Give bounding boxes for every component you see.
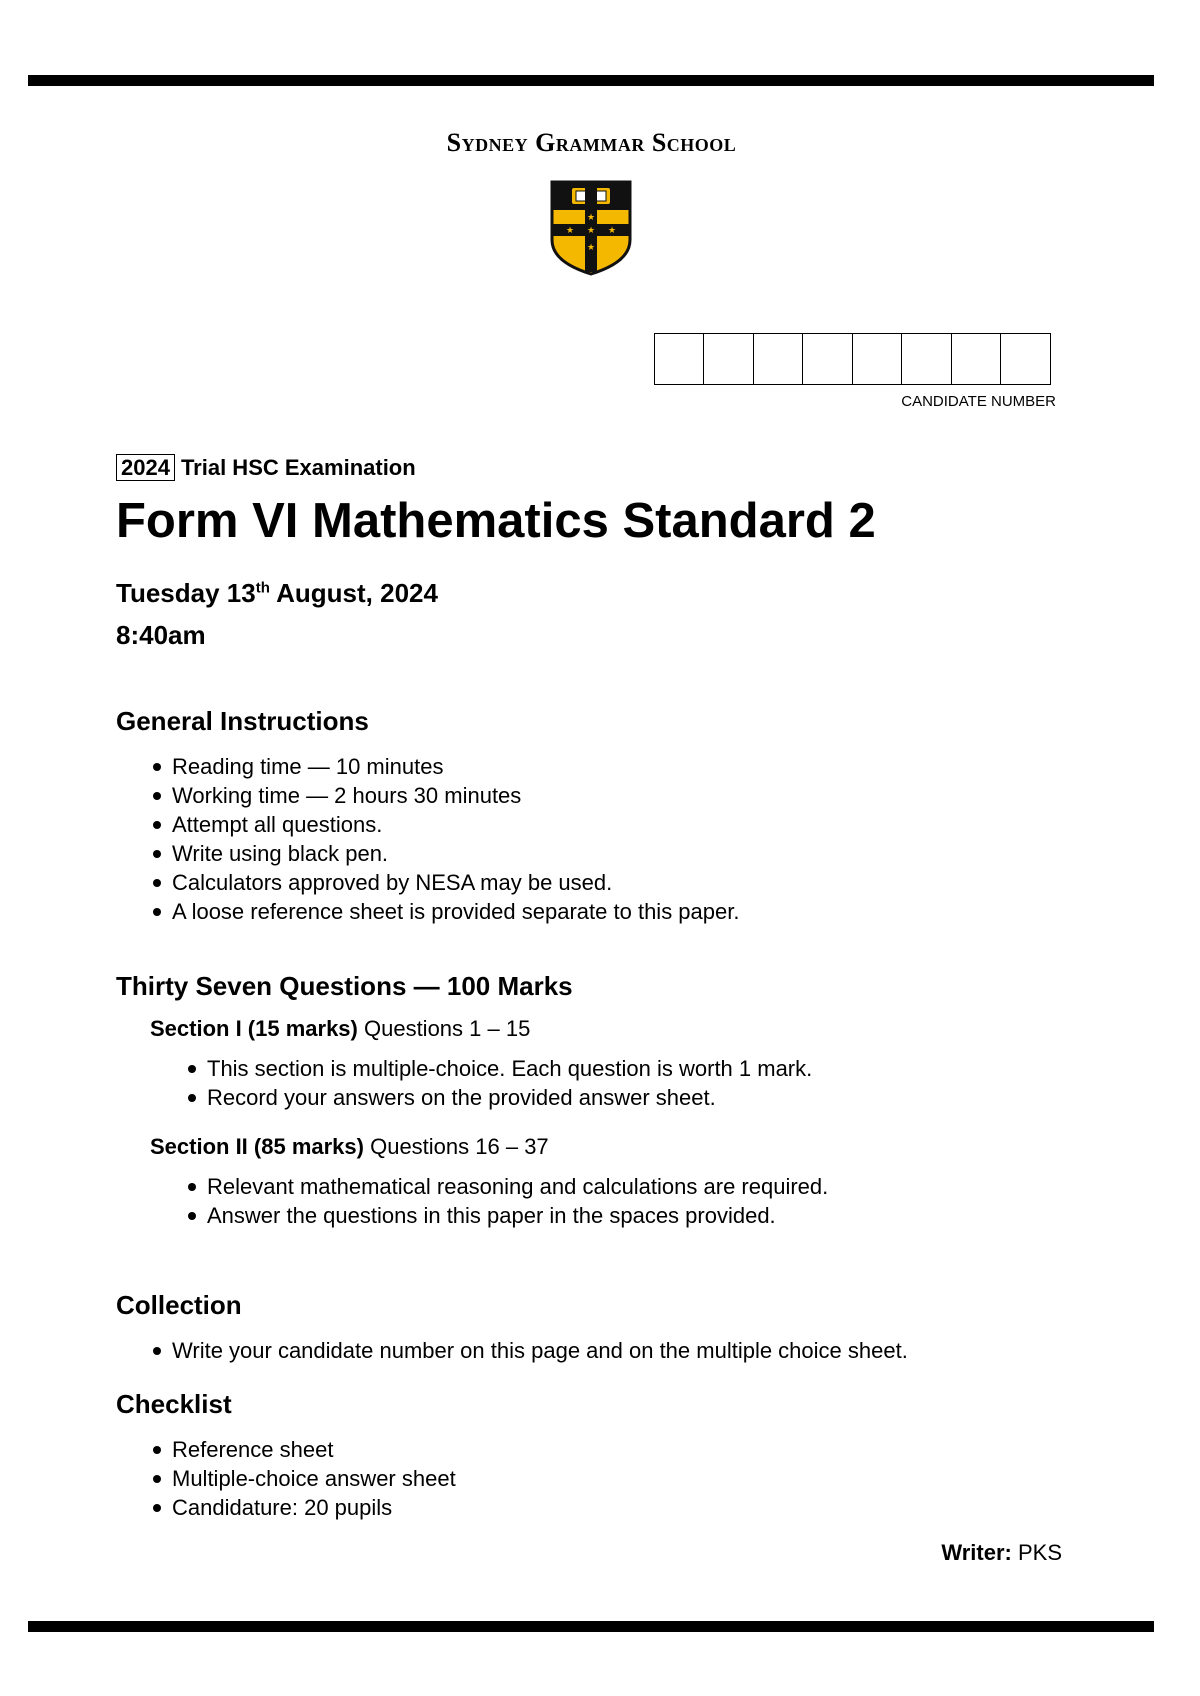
exam-date bbox=[116, 578, 438, 609]
page-title: Form VI Mathematics Standard 2 bbox=[116, 494, 876, 548]
candidate-number-label: CANDIDATE NUMBER bbox=[901, 393, 1056, 410]
candidate-number-boxes[interactable] bbox=[655, 333, 1051, 385]
list-item: Write your candidate number on this page and on the multiple choice sheet. bbox=[116, 1336, 908, 1365]
section-1-list bbox=[151, 1054, 812, 1112]
writer-value: PKS bbox=[1011, 1540, 1062, 1565]
list-item: Attempt all questions. bbox=[116, 810, 739, 839]
bullet-icon bbox=[153, 879, 161, 887]
top-rule bbox=[28, 75, 1154, 86]
bullet-icon bbox=[188, 1212, 196, 1220]
checklist-heading: Checklist bbox=[116, 1389, 232, 1419]
checklist-list bbox=[116, 1435, 456, 1522]
candidate-digit-box[interactable] bbox=[802, 333, 853, 385]
bullet-icon bbox=[153, 821, 161, 829]
section-1-range: Questions 1 – 15 bbox=[357, 1016, 531, 1041]
section-2-range: Questions 16 – 37 bbox=[363, 1134, 549, 1159]
general-instructions-list bbox=[116, 752, 739, 926]
bullet-icon bbox=[153, 1504, 161, 1512]
candidate-digit-box[interactable] bbox=[901, 333, 952, 385]
candidate-digit-box[interactable] bbox=[1000, 333, 1051, 385]
writer-label: Writer: bbox=[941, 1540, 1012, 1565]
section-2-line bbox=[150, 1134, 549, 1160]
bullet-icon bbox=[153, 1347, 161, 1355]
candidate-digit-box[interactable] bbox=[654, 333, 705, 385]
bullet-icon bbox=[188, 1065, 196, 1073]
list-item: Reference sheet bbox=[116, 1435, 456, 1464]
exam-date-ordinal: th bbox=[255, 579, 270, 597]
section-2-list bbox=[151, 1172, 828, 1230]
list-item: Reading time — 10 minutes bbox=[116, 752, 739, 781]
svg-text:★: ★ bbox=[565, 226, 575, 236]
list-item: Write using black pen. bbox=[116, 839, 739, 868]
bullet-icon bbox=[153, 908, 161, 916]
collection-list bbox=[116, 1336, 908, 1365]
svg-text:★: ★ bbox=[607, 226, 617, 236]
list-item: Working time — 2 hours 30 minutes bbox=[116, 781, 739, 810]
list-item: Multiple-choice answer sheet bbox=[116, 1464, 456, 1493]
list-item: A loose reference sheet is provided separate to this paper. bbox=[116, 897, 739, 926]
collection-heading: Collection bbox=[116, 1290, 242, 1320]
candidate-digit-box[interactable] bbox=[951, 333, 1002, 385]
svg-text:★: ★ bbox=[586, 213, 596, 223]
svg-text:★: ★ bbox=[586, 226, 596, 236]
exam-time: 8:40am bbox=[116, 620, 206, 650]
list-item: Record your answers on the provided answer sheet. bbox=[151, 1083, 812, 1112]
general-instructions-heading: General Instructions bbox=[116, 706, 369, 736]
candidate-digit-box[interactable] bbox=[703, 333, 754, 385]
bottom-rule bbox=[28, 1621, 1154, 1632]
section-1-line bbox=[150, 1016, 530, 1042]
writer-line bbox=[860, 1540, 1062, 1566]
bullet-icon bbox=[153, 1446, 161, 1454]
exam-line bbox=[116, 455, 416, 481]
list-item: This section is multiple-choice. Each question is worth 1 mark. bbox=[151, 1054, 812, 1083]
exam-year: 2024 bbox=[116, 454, 175, 481]
exam-date-day: Tuesday 13 bbox=[116, 578, 256, 608]
list-item: Relevant mathematical reasoning and calculations are required. bbox=[151, 1172, 828, 1201]
exam-date-rest: August, 2024 bbox=[269, 578, 438, 608]
section-1-label: Section I (15 marks) bbox=[150, 1016, 358, 1041]
school-crest-icon bbox=[550, 180, 632, 276]
bullet-icon bbox=[188, 1183, 196, 1191]
candidate-digit-box[interactable] bbox=[753, 333, 804, 385]
list-item: Candidature: 20 pupils bbox=[116, 1493, 456, 1522]
list-item: Calculators approved by NESA may be used. bbox=[116, 868, 739, 897]
school-name: Sydney Grammar School bbox=[446, 128, 737, 157]
bullet-icon bbox=[188, 1094, 196, 1102]
list-item: Answer the questions in this paper in the spaces provided. bbox=[151, 1201, 828, 1230]
svg-text:★: ★ bbox=[586, 243, 596, 253]
section-2-label: Section II (85 marks) bbox=[150, 1134, 364, 1159]
candidate-digit-box[interactable] bbox=[852, 333, 903, 385]
bullet-icon bbox=[153, 792, 161, 800]
exam-type: Trial HSC Examination bbox=[180, 455, 416, 480]
questions-heading: Thirty Seven Questions — 100 Marks bbox=[116, 971, 573, 1001]
bullet-icon bbox=[153, 1475, 161, 1483]
bullet-icon bbox=[153, 763, 161, 771]
bullet-icon bbox=[153, 850, 161, 858]
